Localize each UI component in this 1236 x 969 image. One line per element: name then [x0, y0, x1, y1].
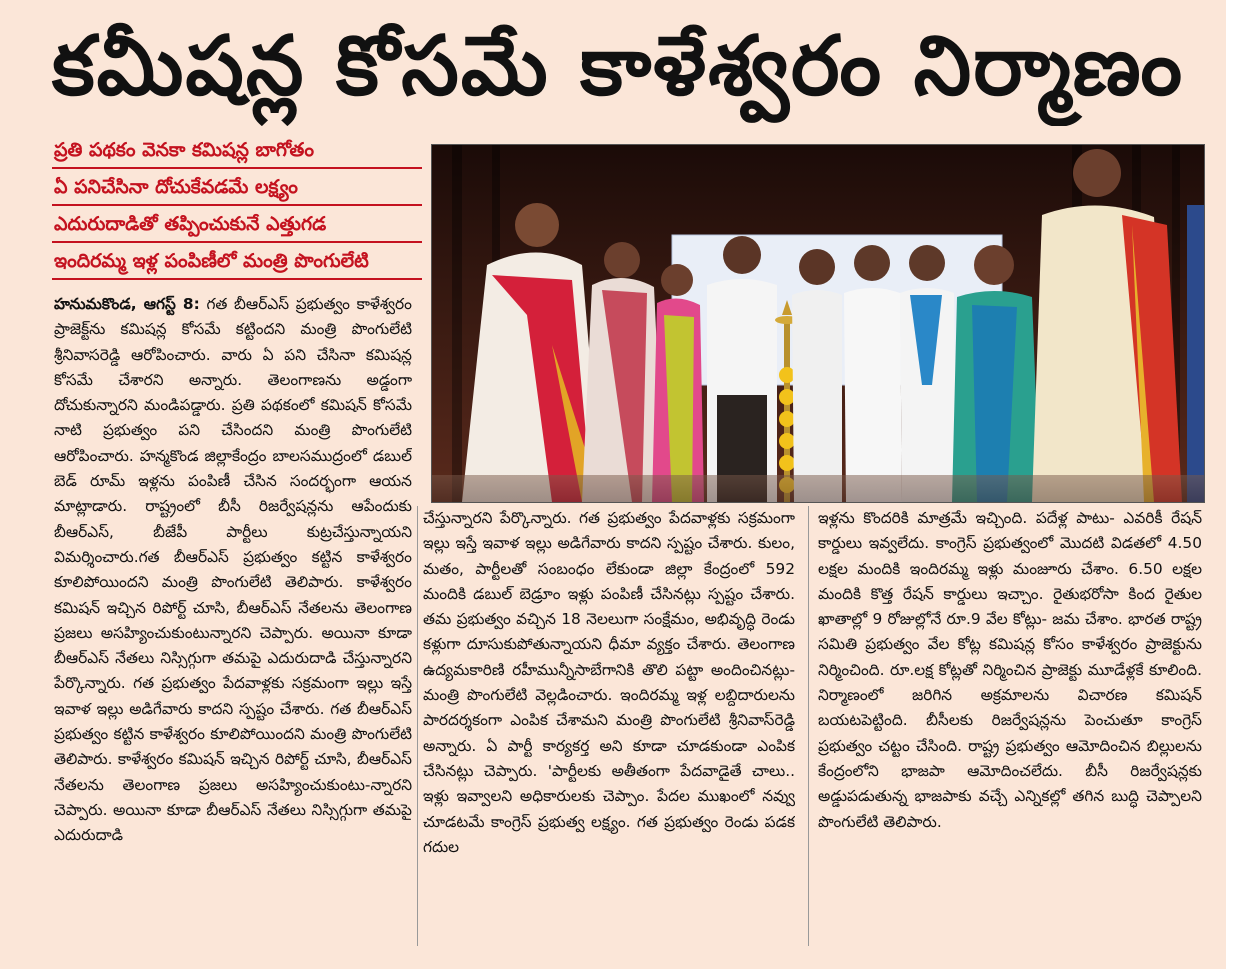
- column-divider-2: [808, 506, 809, 946]
- news-photo: [431, 144, 1205, 503]
- headline: కమీషన్ల కోసమే కాళేశ్వరం నిర్మాణం: [51, 19, 1185, 114]
- article-column-3: [818, 506, 1202, 954]
- article-column-3-text: ఇళ్లను కొందరికి మాత్రమే ఇచ్చింది. పదేళ్ల పాటు- ఎవరికీ రేషన్ కార్డులు ఇవ్వలేదు. కాంగ్రెస్ ప్రభుత్వంలో మొదటి విడతలో 4.50 లక్షల మందికి ఇందిరమ్మ ఇళ్లు మంజూరు చేశాం. 6.50 లక్షల మందికి కొత్త రేషన్ కార్డులు ఇచ్చాం. రైతుభరోసా కింద రైతుల ఖాతాల్లో 9 రోజుల్లోనే రూ.9 వేల కోట్లు- జమ చేశాం. భారత రాష్ట్ర సమితి ప్రభుత్వం వేల కోట్ల కమిషన్ల కోసం కాళేశ్వరం ప్రాజెక్టును నిర్మించింది. రూ.లక్ష కోట్లతో నిర్మించిన ప్రాజెక్టు మూడేళ్లకే కూలింది. నిర్మాణంలో జరిగిన అక్రమాలను విచారణ కమిషన్ బయటపెట్టింది. బీసీలకు రిజర్వేషన్లను పెంచుతూ కాంగ్రెస్ ప్రభుత్వం చట్టం చేసింది. రాష్ట్ర ప్రభుత్వం ఆమోదించిన బిల్లులను కేంద్రంలోని భాజపా ఆమోదించలేదు. బీసీ రిజర్వేషన్లకు అడ్డుపడుతున్న భాజపాకు వచ్చే ఎన్నికల్లో తగిన బుద్ధి చెప్పాలని పొంగులేటి తెలిపారు.: [818, 509, 1202, 831]
- photo-lamp-lighting-ceremony-icon: [432, 145, 1204, 502]
- article-column-2-text: చేస్తున్నారని పేర్కొన్నారు. గత ప్రభుత్వం పేదవాళ్లకు సక్రమంగా ఇల్లు ఇస్తే ఇవాళ ఇల్లు అడిగేవారు కాదని స్పష్టం చేశారు. కులం, మతం, పార్టీలతో సంబంధం లేకుండా జిల్లా కేంద్రంలో 592 మందికి డబుల్ బెడ్రూం ఇళ్లు పంపిణీ చేసినట్లు స్పష్టం చేశారు. తమ ప్రభుత్వం వచ్చిన 18 నెలలుగా సంక్షేమం, అభివృద్ధి రెండు కళ్లుగా దూసుకుపోతున్నాయని ధీమా వ్యక్తం చేశారు. తెలంగాణ ఉద్యమకారిణి రహీమున్నీసాబేగానికి తొలి పట్టా అందించినట్లు- మంత్రి పొంగులేటి వెల్లడించారు. ఇందిరమ్మ ఇళ్ల లబ్దిదారులను పారదర్శకంగా ఎంపిక చేశామని మంత్రి పొంగులేటి శ్రీనివాస్‌రెడ్డి అన్నారు. ఏ పార్టీ కార్యకర్త అని కూడా చూడకుండా ఎంపిక చేసినట్లు చెప్పారు. 'పార్టీలకు అతీతంగా పేదవాడైతే చాలు.. ఇళ్లు ఇవ్వాలని అధికారులకు చెప్పాం. పేదల ముఖంలో నవ్వు చూడటమే కాంగ్రెస్ ప్రభుత్వ లక్ష్యం. గత ప్రభుత్వం రెండు పడక గదుల: [423, 509, 795, 856]
- article-column-2: [423, 506, 795, 954]
- deck-line-4: ఇందిరమ్మ ఇళ్ల పంపిణీలో మంత్రి పొంగులేటి: [52, 243, 422, 280]
- deck-line-1: ప్రతి పథకం వెనకా కమిషన్ల బాగోతం: [52, 132, 422, 169]
- article-column-1: [54, 292, 412, 954]
- deck-line-2: ఏ పనిచేసినా దోచుకేవడమే లక్ష్యం: [52, 169, 422, 206]
- page-edge: [1226, 0, 1236, 969]
- deck-line-3: ఎదురుదాడితో తప్పించుకునే ఎత్తుగడ: [52, 206, 422, 243]
- article-column-1-text: గత బీఆర్ఎస్ ప్రభుత్వం కాళేశ్వరం ప్రాజెక్ట్‌ను కమిషన్ల కోసమే కట్టిందని మంత్రి పొంగులేటి శ్రీనివాసరెడ్డి ఆరోపించారు. వారు ఏ పని చేసినా కమిషన్ల కోసమే చేశారని అన్నారు. తెలంగాణను అడ్డంగా దోచుకున్నారని మండిపడ్డారు. ప్రతి పథకంలో కమిషన్ కోసమే నాటి ప్రభుత్వం పని చేసిందని మంత్రి పొంగులేటి ఆరోపించారు. హన్మకొండ జిల్లాకేంద్రం బాలసముద్రంలో డబుల్ బెడ్ రూమ్ ఇళ్లను పంపిణీ చేసిన సందర్భంగా ఆయన మాట్లాడారు. రాష్ట్రంలో బీసీ రిజర్వేషన్లను ఆపేందుకు బీఆర్ఎస్, బీజేపీ పార్టీలు కుట్రచేస్తున్నాయని విమర్శించారు.గత బీఆర్ఎస్ ప్రభుత్వం కట్టిన కాళేశ్వరం కూలిపోయిందని మంత్రి పొంగులేటి తెలిపారు. కాళేశ్వరం కమిషన్ ఇచ్చిన రిపోర్ట్ చూసి, బీఆర్ఎస్ నేతలను తెలంగాణ ప్రజలు అసహ్యించుకుంటున్నారని చెప్పారు. అయినా కూడా బీఆర్ఎస్ నేతలు నిస్సిగ్గుగా తమపై ఎదురుదాడి చేస్తున్నారని పేర్కొన్నారు. గత ప్రభుత్వం పేదవాళ్లకు సక్రమంగా ఇల్లు ఇస్తే ఇవాళ ఇల్లు అడిగేవారు కాదని స్పష్టం చేశారు. గత బీఆర్ఎస్ ప్రభుత్వం కట్టిన కాళేశ్వరం కూలిపోయిందని మంత్రి పొంగులేటి తెలిపారు. కాళేశ్వరం కమిషన్ ఇచ్చిన రిపోర్ట్ చూసి, బీఆర్ఎస్ నేతలను తెలంగాణ ప్రజలు అసహ్యించుకుంటు-న్నారని చెప్పారు. అయినా కూడా బీఆర్ఎస్ నేతలు నిస్సిగ్గుగా తమపై ఎదురుదాడి: [54, 295, 412, 845]
- dateline: హనుమకొండ, ఆగస్ట్ 8:: [54, 295, 200, 313]
- subheadline-decks: [52, 132, 422, 280]
- column-divider-1: [417, 506, 418, 946]
